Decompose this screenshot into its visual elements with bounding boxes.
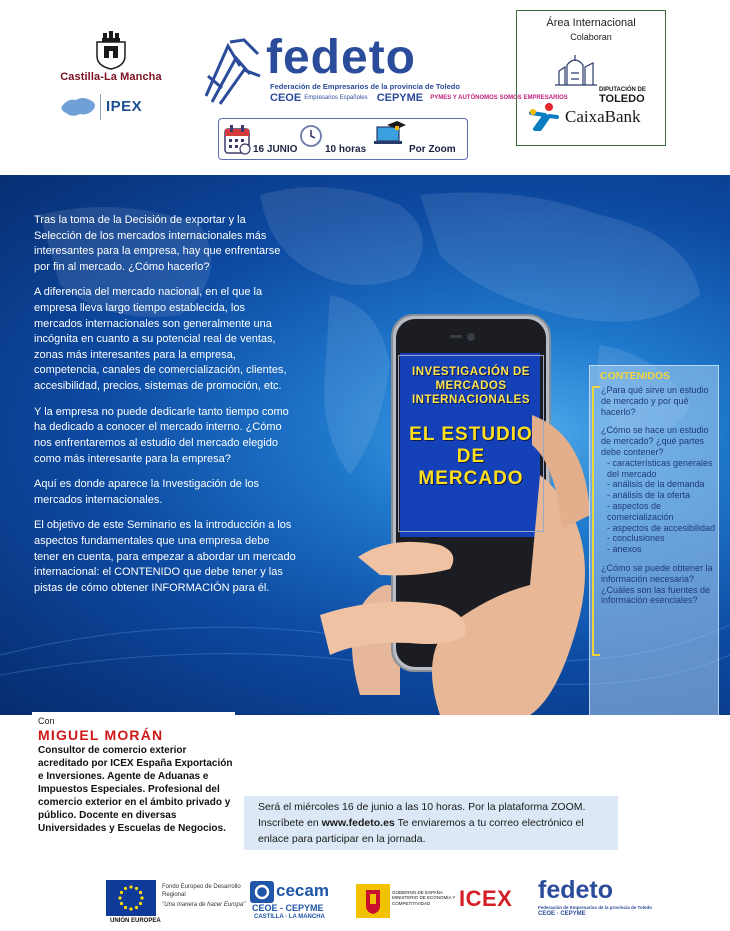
speaker-bio: Consultor de comercio exterior acreditado por ICEX España Exportación e Inversiones. Agente de Aduanas e Impuestos Especiales. Profesional del comercio exterior en el ámbito privado y público. Docente en diversas Universidades y Escuelas de Negocios. bbox=[38, 745, 233, 834]
contents-subitem: - características generales del mercado bbox=[607, 457, 713, 479]
eu-star-icon bbox=[120, 902, 123, 905]
laptop-graduation-icon bbox=[373, 121, 407, 145]
fedeto-subtitle: Federación de Empresarios de la provincia de Toledo bbox=[270, 82, 460, 91]
diputacion-toledo-logo bbox=[553, 53, 646, 105]
phone-big-title: EL ESTUDIO DE MERCADO bbox=[409, 424, 533, 489]
contents-subitem: - aspectos de accesibilidad bbox=[607, 522, 716, 533]
eu-star-icon bbox=[124, 887, 127, 890]
collaborators-label: Colaboran bbox=[570, 32, 612, 42]
gobierno-espana-logo bbox=[356, 884, 456, 918]
gobierno-label: GOBIERNO DE ESPAÑA bbox=[392, 890, 443, 895]
hero-paragraph: El objetivo de este Seminario es la introducción a los aspectos fundamentales que una empresa debe tener en cuenta, para empezar a abordar un mercado internacional: el CONTENIDO que debe tener y las pistas de cómo obtener INFORMACIÓN para él. bbox=[34, 519, 296, 594]
diputacion-toledo-label: TOLEDO bbox=[599, 93, 645, 105]
eu-star-icon bbox=[139, 902, 142, 905]
eu-star-icon bbox=[129, 907, 132, 910]
notice-date-text: Será el miércoles 16 de junio a las 10 horas. bbox=[258, 801, 466, 813]
castilla-la-mancha-logo bbox=[56, 30, 166, 90]
eu-star-icon bbox=[120, 891, 123, 894]
fedeto-bird-icon bbox=[200, 36, 266, 108]
contents-title: CONTENIDOS bbox=[600, 370, 671, 382]
eu-star-icon bbox=[129, 885, 132, 888]
ceoe-small-label: Empresarios Españoles bbox=[304, 95, 368, 102]
fedeto-wordmark: fedeto bbox=[266, 31, 416, 84]
notice-platform-text: Por la plataforma bbox=[468, 801, 549, 813]
hero-paragraph: Y la empresa no puede dedicarle tanto tiempo como ha dedicado a conocer el mercado interno. ¿Cómo nos enfrentaremos al estudio del mercado elegido como más interesante para la empresa? bbox=[34, 405, 289, 465]
eu-star-icon bbox=[118, 896, 121, 899]
contents-subitem: - análisis de la demanda bbox=[607, 479, 705, 490]
caixabank-label: CaixaBank bbox=[565, 107, 641, 126]
event-time: 10 horas bbox=[325, 144, 367, 155]
event-mode: Por Zoom bbox=[409, 144, 456, 155]
notice-zoom-text: ZOOM. bbox=[551, 801, 586, 813]
fedeto-logo bbox=[200, 31, 568, 116]
phone-screen-panel bbox=[398, 355, 544, 532]
icex-logo: ICEX bbox=[459, 886, 513, 911]
castle-crest-icon bbox=[93, 30, 129, 70]
cecam-region: CASTILLA - LA MANCHA bbox=[254, 914, 325, 920]
ceoe-label: CEOE bbox=[270, 92, 302, 104]
international-area-title: Área Internacional bbox=[546, 17, 636, 29]
eu-flag-icon bbox=[106, 880, 156, 916]
clm-logo-text: Castilla-La Mancha bbox=[60, 71, 162, 83]
international-area-box bbox=[516, 10, 666, 146]
contents-subitem: - aspectos de comercialización bbox=[607, 500, 674, 522]
eu-motto-label: "Una manera de hacer Europa" bbox=[162, 902, 246, 908]
contents-bracket bbox=[592, 386, 600, 656]
contents-subitem: - anexos bbox=[607, 544, 642, 555]
speaker-box bbox=[32, 712, 235, 852]
cecam-logo bbox=[250, 881, 342, 925]
hero-banner bbox=[0, 175, 730, 715]
cepyme-small-label: PYMES Y AUTÓNOMOS SOMOS EMPRESARIOS bbox=[430, 95, 568, 102]
fedeto-footer-wordmark: fedeto bbox=[538, 876, 613, 904]
eu-star-icon bbox=[139, 891, 142, 894]
caixabank-logo bbox=[527, 101, 657, 135]
calendar-icon bbox=[223, 123, 251, 157]
ipex-map-icon bbox=[60, 94, 98, 120]
caixabank-star-icon bbox=[527, 101, 561, 133]
fedeto-footer-logo bbox=[536, 876, 652, 922]
notice-email-text: Te enviaremos a tu correo electrónico el enlace para participar en la jornada. bbox=[258, 816, 584, 845]
eu-star-icon bbox=[135, 906, 138, 909]
notice-register-text: Inscríbete en bbox=[258, 816, 319, 829]
hero-paragraph: Aquí es donde aparece la Investigación de los mercados internacionales. bbox=[34, 478, 260, 506]
hero-paragraph: Tras la toma de la Decisión de exportar y la Selección de los mercados internacionales más interesantes para la empresa, hay que enfrentarse por fin al mercado. ¿Cómo hacerlo? bbox=[34, 214, 281, 273]
cecam-wordmark: cecam bbox=[276, 881, 329, 900]
speaker-with-label: Con bbox=[38, 716, 55, 726]
fedeto-footer-subtitle: Federación de Empresarios de la provincia de Toledo bbox=[538, 905, 652, 910]
ministerio-label: MINISTERIO DE ECONOMÍA Y COMPETITIVIDAD bbox=[392, 895, 456, 906]
ipex-logo-text: IPEX bbox=[106, 98, 143, 115]
cecam-subtitle: CEOE - CEPYME bbox=[252, 903, 324, 913]
contents-question: ¿Para qué sirve un estudio de mercado y por qué hacerlo? bbox=[601, 385, 709, 417]
hero-paragraph: A diferencia del mercado nacional, en el que la empresa lleva largo tiempo establecida, los mercados internacionales son generalmente una incógnita en cuanto a su potencial real de ventas, zonas más interesantes para la empresa, competencia, canales de comercialización, clientes, accesibilidad, precios, sistemas de promoción, etc. bbox=[34, 286, 287, 393]
clock-icon bbox=[299, 124, 323, 148]
contents-subitem: - análisis de la oferta bbox=[607, 490, 691, 501]
eu-caption: UNIÓN EUROPEA bbox=[110, 918, 161, 924]
spain-coat-of-arms-icon bbox=[356, 884, 390, 918]
event-date: 16 JUNIO bbox=[253, 144, 298, 155]
cepyme-label: CEPYME bbox=[376, 92, 424, 104]
eu-logo bbox=[106, 880, 258, 930]
eu-star-icon bbox=[140, 896, 143, 899]
speaker-name: MIGUEL MORÁN bbox=[38, 727, 164, 743]
diputacion-small-label: DIPUTACIÓN DE bbox=[599, 87, 646, 93]
eu-star-icon bbox=[135, 887, 138, 890]
ipex-logo bbox=[56, 92, 156, 122]
contents-question: ¿Cómo se puede obtener la información necesaria? ¿Cuáles son las fuentes de información esenciales? bbox=[601, 562, 713, 606]
hero-intro-text bbox=[34, 213, 296, 606]
event-details-bar bbox=[218, 118, 468, 160]
registration-notice bbox=[244, 796, 618, 850]
contents-question: ¿Cómo se hace un estudio de mercado? ¿qué partes debe contener? bbox=[601, 425, 709, 457]
eu-fund-label: Fondo Europeo de Desarrollo Regional bbox=[162, 884, 241, 898]
phone-heading: INVESTIGACIÓN DE MERCADOS INTERNACIONALES bbox=[411, 366, 531, 406]
fedeto-website-link[interactable]: www.fedeto.es bbox=[321, 816, 395, 829]
ipex-divider bbox=[100, 94, 101, 120]
contents-list bbox=[601, 385, 719, 606]
eu-star-icon bbox=[124, 906, 127, 909]
contents-panel bbox=[589, 365, 719, 715]
cecam-symbol-icon bbox=[250, 881, 274, 903]
fedeto-footer-affiliations: CEOE · CEPYME bbox=[538, 911, 586, 917]
gobierno-text bbox=[392, 890, 456, 906]
contents-subitem: - conclusiones bbox=[607, 533, 665, 544]
notice-text bbox=[258, 800, 612, 847]
cathedral-icon bbox=[553, 53, 599, 87]
